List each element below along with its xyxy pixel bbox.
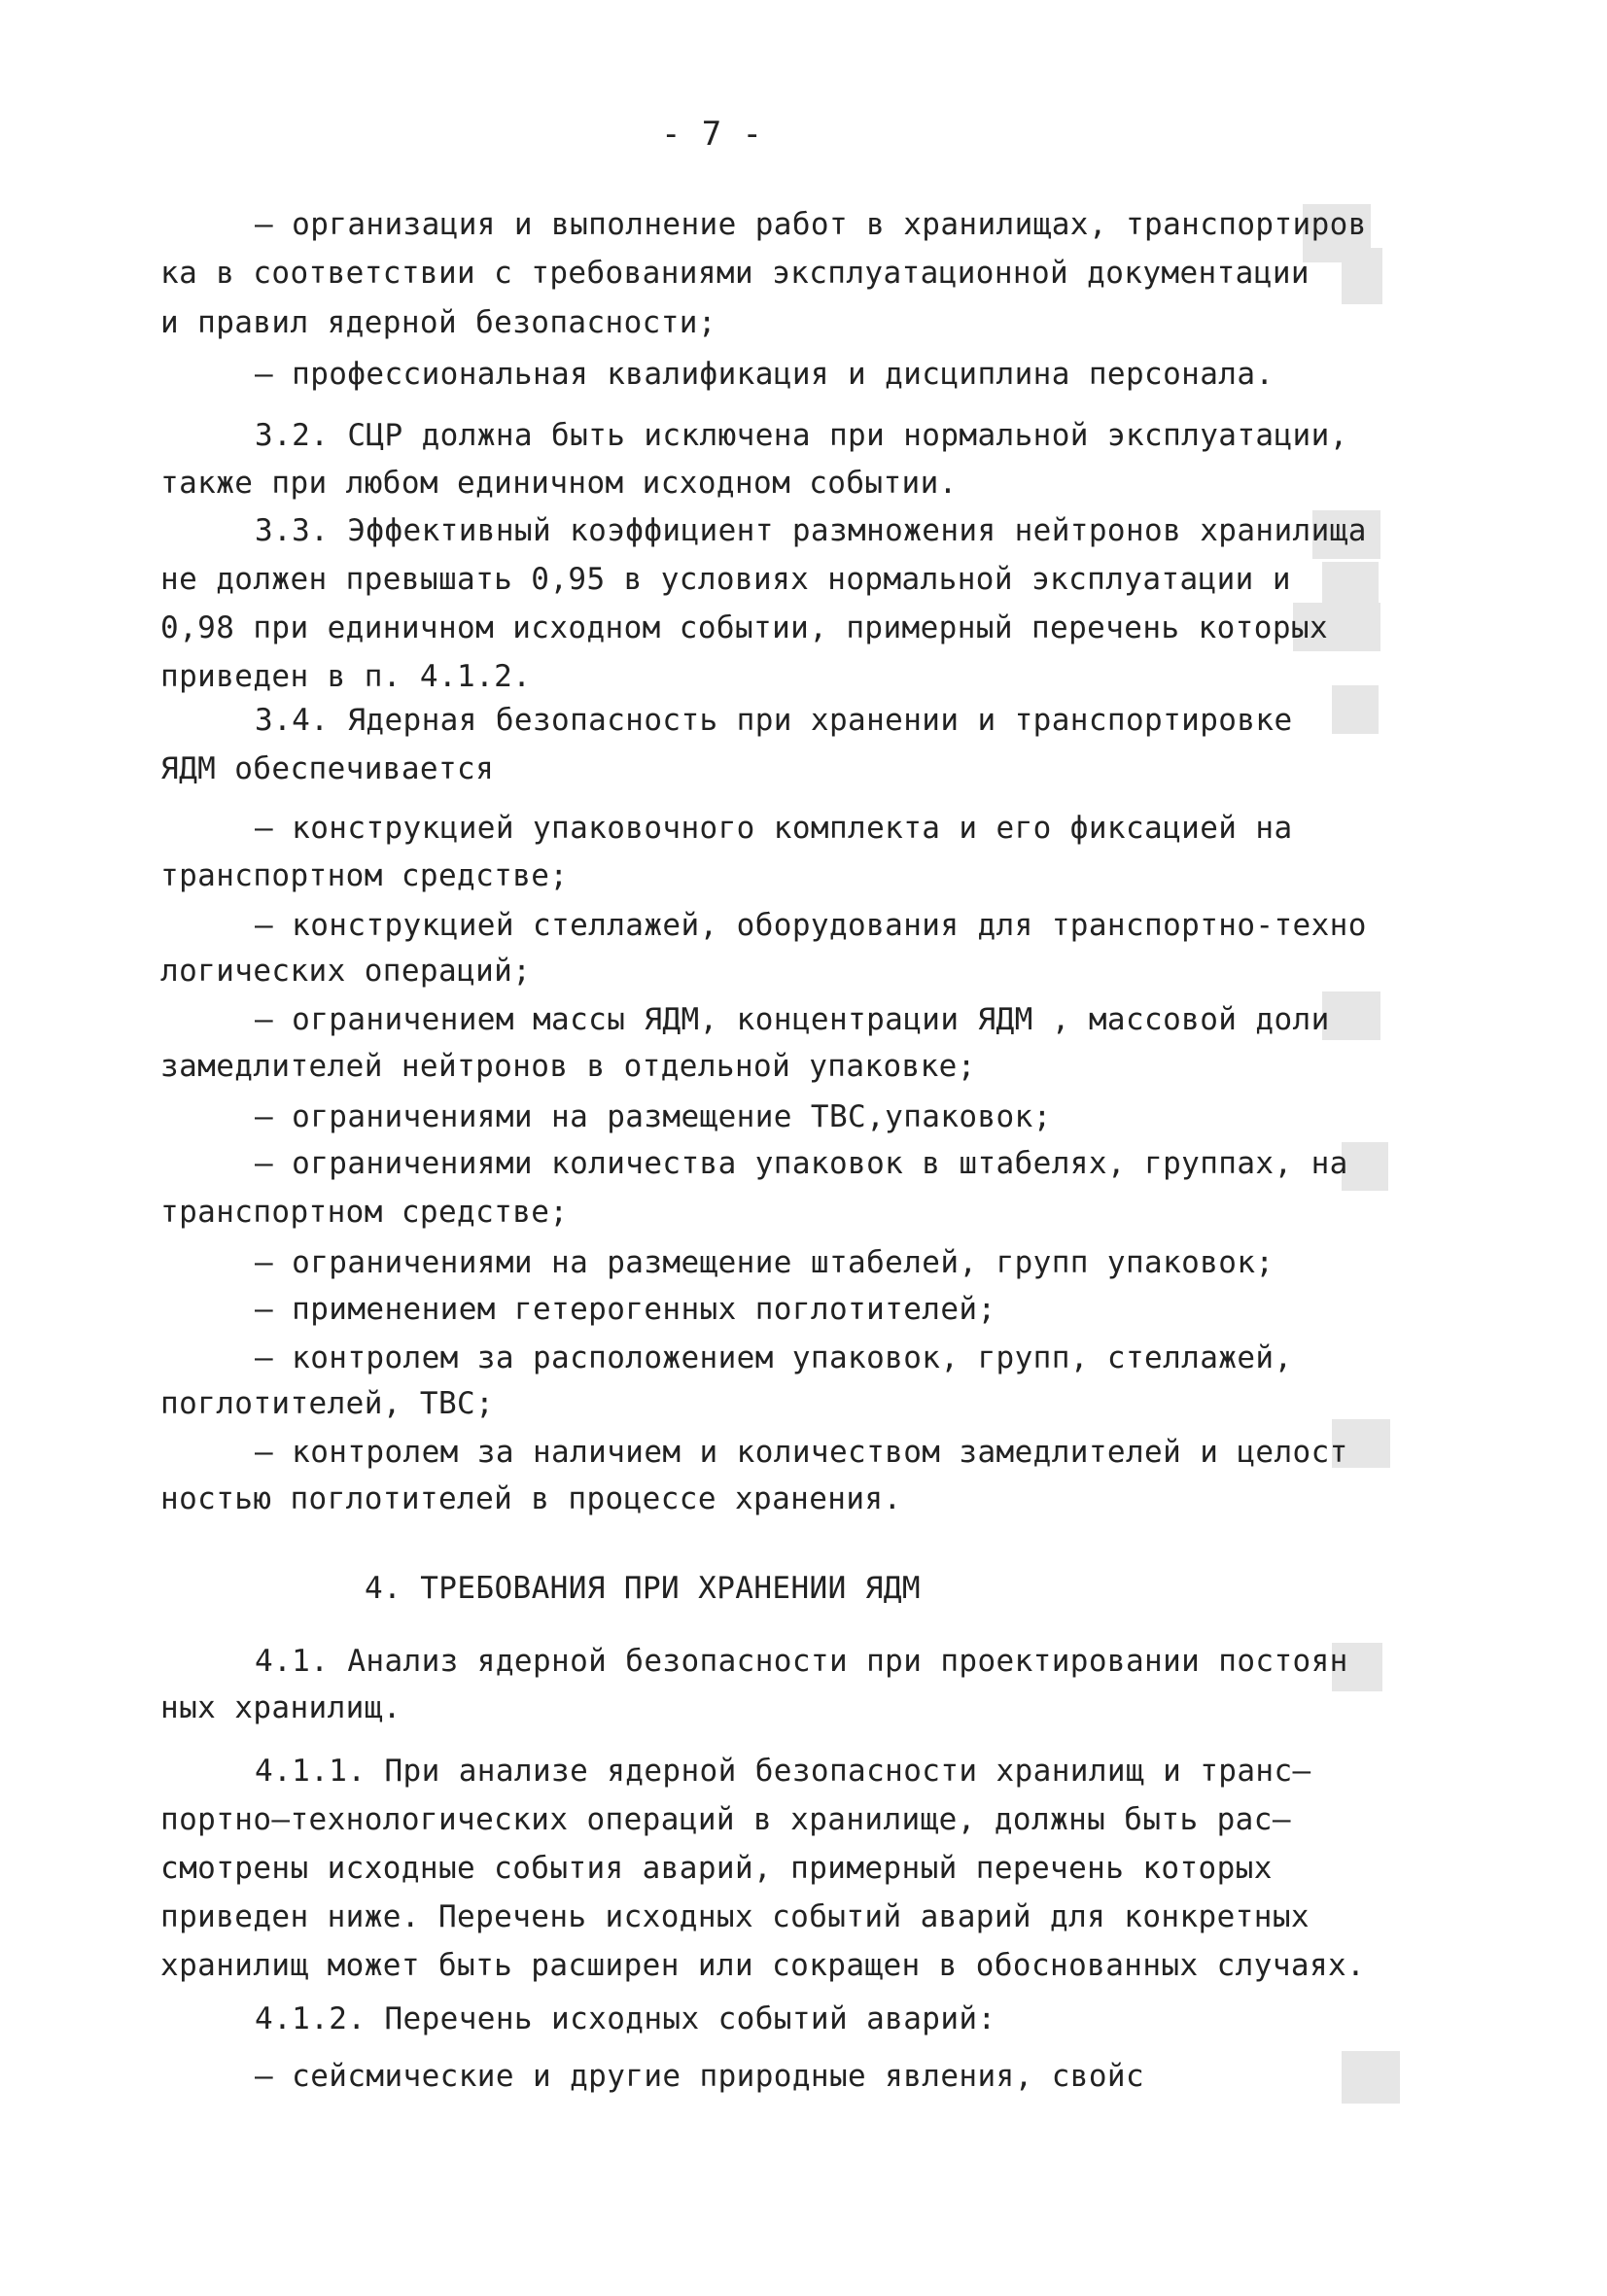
text-line: – ограничениями количества упаковок в штабелях, группах, на bbox=[255, 1146, 1348, 1181]
text-line: ностью поглотителей в процессе хранения. bbox=[160, 1481, 902, 1516]
text-line: – ограничениями на размещение штабелей, групп упаковок; bbox=[255, 1245, 1275, 1280]
text-line: смотрены исходные события аварий, примерный перечень которых bbox=[160, 1851, 1273, 1886]
text-line: 0,98 при единичном исходном событии, примерный перечень которых bbox=[160, 610, 1329, 645]
text-line: не должен превышать 0,95 в условиях нормальной эксплуатации и bbox=[160, 562, 1291, 597]
text-line: – конструкцией упаковочного комплекта и его фиксацией на bbox=[255, 811, 1293, 846]
text-line: и правил ядерной безопасности; bbox=[160, 305, 716, 340]
text-line: транспортном средстве; bbox=[160, 1195, 569, 1230]
text-line: – сейсмические и другие природные явления, свойс bbox=[255, 2059, 1145, 2094]
text-line: ка в соответствии с требованиями эксплуатационной документации bbox=[160, 256, 1310, 291]
section-heading: 4. ТРЕБОВАНИЯ ПРИ ХРАНЕНИИ ЯДМ bbox=[365, 1571, 921, 1606]
text-line: – контролем за наличием и количеством замедлителей и целост bbox=[255, 1435, 1348, 1470]
text-line: ных хранилищ. bbox=[160, 1690, 402, 1725]
page-number: - 7 - bbox=[661, 115, 763, 154]
text-line: 3.3. Эффективный коэффициент размножения нейтронов хранилища bbox=[255, 513, 1367, 548]
text-line: замедлителей нейтронов в отдельной упаковке; bbox=[160, 1049, 976, 1084]
scan-shade bbox=[1342, 2051, 1400, 2104]
text-line: – ограничениями на размещение ТВС,упаковок; bbox=[255, 1099, 1052, 1134]
text-line: ЯДМ обеспечивается bbox=[160, 751, 495, 786]
text-line: 3.2. СЦР должна быть исключена при нормальной эксплуатации, bbox=[255, 418, 1348, 453]
text-line: – конструкцией стеллажей, оборудования для транспортно-техно bbox=[255, 908, 1367, 943]
text-line: 4.1. Анализ ядерной безопасности при проектировании постоян bbox=[255, 1644, 1348, 1679]
scan-shade bbox=[1342, 248, 1382, 304]
text-line: портно–технологических операций в хранилище, должны быть рас– bbox=[160, 1802, 1291, 1837]
scan-shade bbox=[1332, 685, 1379, 734]
text-line: логических операций; bbox=[160, 954, 532, 989]
text-line: – организация и выполнение работ в хранилищах, транспортиров bbox=[255, 207, 1367, 242]
text-line: – профессиональная квалификация и дисциплина персонала. bbox=[255, 357, 1275, 392]
text-line: приведен в п. 4.1.2. bbox=[160, 659, 532, 694]
text-line: 4.1.2. Перечень исходных событий аварий: bbox=[255, 2001, 996, 2036]
text-line: транспортном средстве; bbox=[160, 858, 569, 893]
text-line: – контролем за расположением упаковок, групп, стеллажей, bbox=[255, 1340, 1293, 1375]
text-line: поглотителей, ТВС; bbox=[160, 1386, 495, 1421]
text-line: – ограничением массы ЯДМ, концентрации ЯДМ , массовой доли bbox=[255, 1002, 1330, 1037]
text-line: хранилищ может быть расширен или сокращен в обоснованных случаях. bbox=[160, 1948, 1366, 1983]
scan-shade bbox=[1342, 1142, 1388, 1191]
text-line: 3.4. Ядерная безопасность при хранении и транспортировке bbox=[255, 703, 1293, 738]
text-line: 4.1.1. При анализе ядерной безопасности хранилищ и транс– bbox=[255, 1754, 1311, 1789]
scan-shade bbox=[1322, 991, 1380, 1040]
text-line: – применением гетерогенных поглотителей; bbox=[255, 1292, 996, 1327]
text-line: также при любом единичном исходном событии. bbox=[160, 466, 958, 501]
text-line: приведен ниже. Перечень исходных событий аварий для конкретных bbox=[160, 1899, 1310, 1934]
